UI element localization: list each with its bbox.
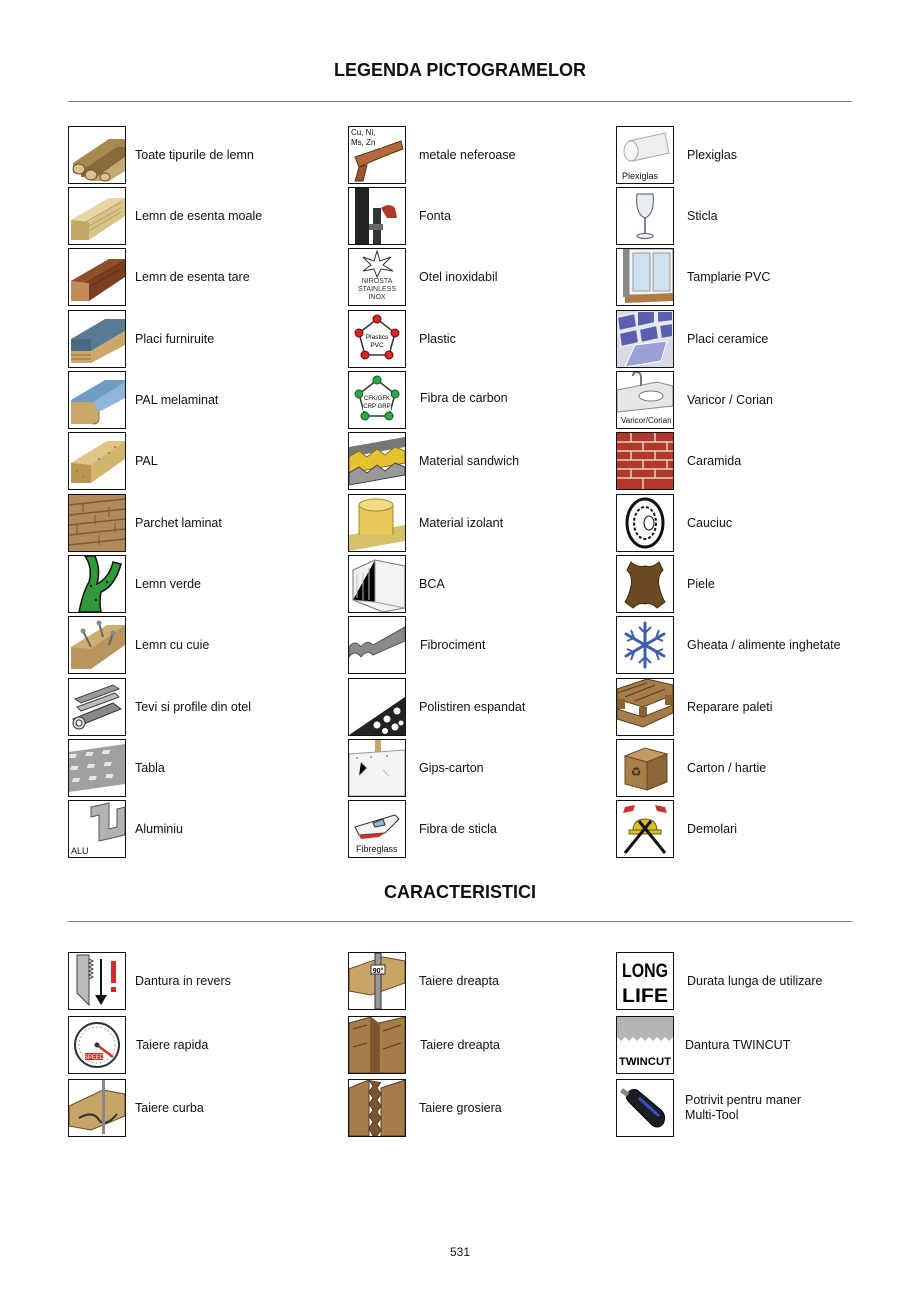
legend-label: Lemn verde [135, 576, 202, 591]
legend-item [348, 248, 618, 306]
legend-label: Parchet laminat [135, 515, 222, 530]
legend-label: Demolari [687, 821, 738, 836]
legend-item [68, 126, 338, 184]
legend-label: Lemn de esenta moale [135, 208, 263, 223]
feature-item [68, 1079, 338, 1137]
svg-text:Plastics: Plastics [365, 334, 389, 341]
aerated-concrete-icon [348, 555, 406, 613]
pallet-icon [616, 678, 674, 736]
legend-item [348, 310, 618, 368]
legend-label: Tabla [135, 760, 165, 775]
legend-item [616, 800, 886, 858]
feature-label: Taiere curba [135, 1100, 204, 1115]
svg-text:LIFE: LIFE [622, 986, 668, 1007]
legend-label: Placi furniruite [135, 331, 215, 346]
svg-text:CRP GRP: CRP GRP [363, 404, 391, 410]
legend-label: Cauciuc [687, 515, 733, 530]
cardboard-box-icon [616, 739, 674, 797]
icon-caption: Fibreglass [356, 844, 398, 854]
svg-text:NIROSTA: NIROSTA [361, 278, 393, 285]
legend-item [68, 310, 338, 368]
legend-label: Piele [687, 576, 715, 591]
feature-label: Taiere rapida [136, 1037, 209, 1052]
feature-label: Potrivit pentru maner Multi-Tool [685, 1093, 802, 1122]
svg-text:LONG: LONG [622, 961, 668, 982]
feature-item [68, 952, 338, 1010]
legend-item [616, 432, 886, 490]
legend-label: PAL [135, 453, 158, 468]
svg-text:90°: 90° [372, 968, 384, 975]
legend-item [348, 371, 618, 429]
legend-label: Fibra de carbon [420, 390, 508, 405]
legend-label: Aluminiu [135, 821, 183, 836]
legend-label: Otel inoxidabil [419, 269, 498, 284]
legend-item [348, 739, 618, 797]
legend-label: BCA [419, 576, 445, 591]
feature-label: Dantura in revers [135, 973, 231, 988]
non-ferrous-icon [348, 126, 406, 184]
svg-text:TWINCUT: TWINCUT [619, 1056, 672, 1068]
legend-label: Gips-carton [419, 760, 484, 775]
legend-item [348, 678, 618, 736]
legend-label: Tamplarie PVC [687, 269, 771, 284]
legend-label: Carton / hartie [687, 760, 767, 775]
legend-item [616, 555, 886, 613]
svg-text:INOX: INOX [368, 294, 386, 301]
svg-text:PVC: PVC [370, 342, 384, 349]
straight-cut-icon [348, 1016, 406, 1074]
chipboard-icon [68, 432, 126, 490]
legend-item [68, 800, 338, 858]
feature-label: Taiere grosiera [419, 1100, 502, 1115]
curve-cut-icon [68, 1079, 126, 1137]
feature-item [68, 1016, 338, 1074]
reverse-teeth-icon [68, 952, 126, 1010]
pvc-window-icon [616, 248, 674, 306]
page-number: 531 [449, 1245, 471, 1259]
legend-label: Caramida [687, 453, 742, 468]
legend-label: Fibra de sticla [419, 821, 497, 836]
glass-icon [616, 187, 674, 245]
laminate-flooring-icon [68, 494, 126, 552]
legend-label: Plexiglas [687, 147, 738, 162]
rough-cut-icon [348, 1079, 406, 1137]
legend-item [616, 616, 886, 674]
ceramic-tiles-icon [616, 310, 674, 368]
aluminium-icon [68, 800, 126, 858]
svg-text:STAINLESS: STAINLESS [358, 286, 396, 293]
legend-label: Reparare paleti [687, 699, 773, 714]
long-life-icon [616, 952, 674, 1010]
corian-icon [616, 371, 674, 429]
straight-cut-90-icon [348, 952, 406, 1010]
legend-label: Sticla [687, 208, 718, 223]
legend-item [348, 555, 618, 613]
wood-nails-icon [68, 616, 126, 674]
legend-title: LEGENDA PICTOGRAMELOR [333, 60, 586, 80]
feature-item [616, 1079, 886, 1137]
legend-item [616, 310, 886, 368]
legend-label: Lemn de esenta tare [135, 269, 250, 284]
feature-item [348, 1079, 618, 1137]
icon-caption: Cu, Ni, Ms, Zn [350, 128, 382, 148]
legend-item [616, 739, 886, 797]
legend-item [348, 126, 618, 184]
snowflake-icon [616, 616, 674, 674]
twincut-icon [616, 1016, 674, 1074]
legend-item [616, 371, 886, 429]
legend-item [616, 126, 886, 184]
multi-tool-icon [616, 1079, 674, 1137]
feature-label: Dantura TWINCUT [685, 1037, 791, 1052]
insulation-icon [348, 494, 406, 552]
legend-item [68, 494, 338, 552]
sheet-metal-icon [68, 739, 126, 797]
legend-label: Fonta [419, 208, 451, 223]
features-divider [68, 921, 852, 922]
legend-item [68, 248, 338, 306]
demolition-icon [616, 800, 674, 858]
legend-item [348, 494, 618, 552]
legend-label: Fibrociment [420, 637, 486, 652]
legend-label: Lemn cu cuie [135, 637, 210, 652]
sandwich-panel-icon [348, 432, 406, 490]
softwood-icon [68, 187, 126, 245]
veneer-board-icon [68, 310, 126, 368]
legend-label: Material sandwich [419, 453, 520, 468]
steel-pipes-icon [68, 678, 126, 736]
wood-logs-icon [68, 126, 126, 184]
plexiglass-icon [616, 126, 674, 184]
plastic-icon [348, 310, 406, 368]
legend-item [616, 678, 886, 736]
stainless-steel-icon [348, 248, 406, 306]
speed-gauge-icon [68, 1016, 126, 1074]
fibre-cement-icon [348, 616, 406, 674]
feature-item [348, 1016, 618, 1074]
feature-label: Taiere dreapta [419, 973, 499, 988]
legend-item [348, 616, 618, 674]
legend-item [68, 739, 338, 797]
polystyrene-icon [348, 678, 406, 736]
feature-item [616, 1016, 886, 1074]
carbon-fibre-icon [348, 371, 406, 429]
feature-label: Durata lunga de utilizare [687, 973, 823, 988]
legend-item [68, 555, 338, 613]
legend-label: Varicor / Corian [687, 392, 773, 407]
legend-label: Material izolant [419, 515, 504, 530]
svg-text:CFK/GFK: CFK/GFK [363, 396, 391, 402]
icon-caption: ALU [71, 846, 89, 856]
icon-caption: Plexiglas [622, 171, 659, 181]
legend-label: Gheata / alimente inghetate [687, 637, 841, 652]
legend-label: metale neferoase [419, 147, 516, 162]
legend-divider [68, 101, 852, 102]
features-title: CARACTERISTICI [384, 882, 536, 902]
legend-label: Toate tipurile de lemn [135, 147, 254, 162]
legend-label: Placi ceramice [687, 331, 769, 346]
legend-item [348, 432, 618, 490]
legend-item [68, 187, 338, 245]
legend-item [616, 187, 886, 245]
tyre-icon [616, 494, 674, 552]
fibreglass-icon [348, 800, 406, 858]
melamine-board-icon [68, 371, 126, 429]
legend-item [68, 371, 338, 429]
leather-icon [616, 555, 674, 613]
legend-item [348, 187, 618, 245]
legend-item [616, 494, 886, 552]
legend-item [68, 432, 338, 490]
feature-label: Taiere dreapta [420, 1037, 500, 1052]
green-wood-icon [68, 555, 126, 613]
hardwood-icon [68, 248, 126, 306]
legend-label: Tevi si profile din otel [135, 699, 252, 714]
plasterboard-icon [348, 739, 406, 797]
legend-item [348, 800, 618, 858]
legend-item [68, 678, 338, 736]
legend-item [68, 616, 338, 674]
icon-caption: Varicor/Corian [621, 416, 672, 425]
legend-item [616, 248, 886, 306]
legend-label: Polistiren espandat [419, 699, 526, 714]
legend-label: PAL melaminat [135, 392, 219, 407]
feature-item [348, 952, 618, 1010]
feature-item [616, 952, 886, 1010]
svg-text:SPEED: SPEED [83, 1055, 105, 1061]
legend-label: Plastic [419, 331, 456, 346]
brick-icon [616, 432, 674, 490]
svg-text:♻: ♻ [630, 765, 642, 779]
cast-iron-icon [348, 187, 406, 245]
